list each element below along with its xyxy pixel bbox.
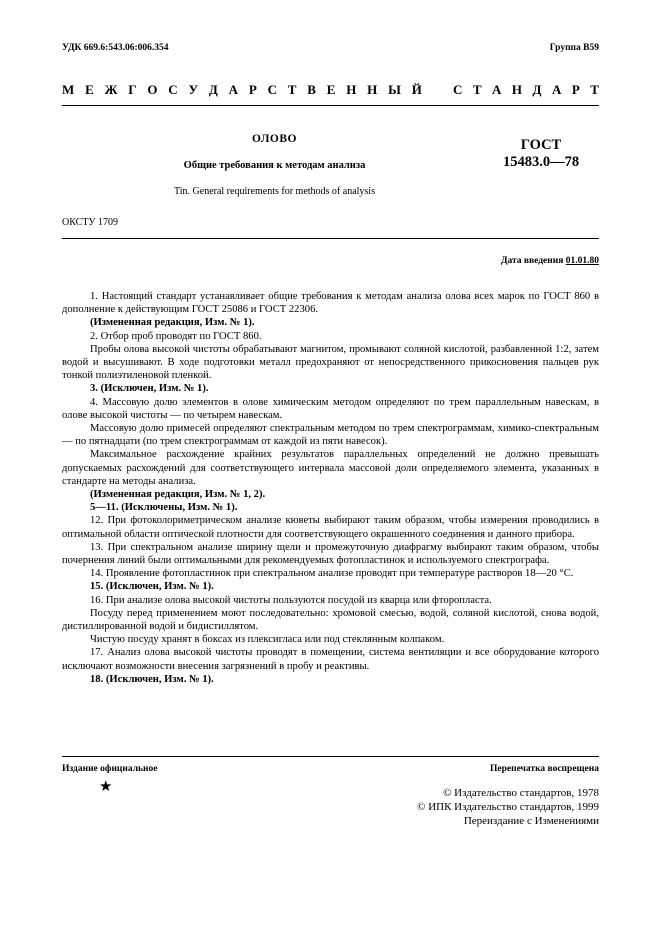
english-title: Tin. General requirements for methods of analysis [174, 186, 375, 197]
banner-letter: Т [287, 82, 297, 97]
banner-letter: А [551, 82, 562, 97]
banner-letter: Н [346, 82, 357, 97]
banner-letter: Й [411, 82, 422, 97]
gost-label-line1: ГОСТ [520, 137, 562, 153]
paragraph: 2. Отбор проб проводят по ГОСТ 860. [90, 330, 262, 342]
banner-letter: Н [511, 82, 523, 97]
banner-letter: С [453, 82, 463, 97]
amendment-note: 3. (Исключен, Изм. № 1). [90, 383, 209, 395]
paragraph: 14. Проявление фотопластинок при спектральном анализе проводят при температуре растворов 18—20 °С. [90, 568, 574, 580]
document-title: ОЛОВО [251, 133, 297, 145]
document-subtitle: Общие требования к методам анализа [183, 160, 366, 171]
banner-letter: О [147, 82, 158, 97]
banner-letter: Н [367, 82, 378, 97]
banner-letter: Ж [104, 82, 118, 97]
copyright-line: © ИПК Издательство стандартов, 1999 [417, 801, 599, 813]
amendment-note: (Измененная редакция, Изм. № 1). [90, 317, 255, 329]
banner-letter: У [188, 82, 199, 97]
banner-letter: Р [248, 82, 257, 97]
gost-number [482, 137, 600, 171]
banner-letter: Т [590, 82, 599, 97]
amendment-note: 5—11. (Исключены, Изм. № 1). [90, 502, 238, 514]
document-body [62, 290, 599, 686]
standard-type-banner [62, 82, 599, 98]
banner-letter: Д [208, 82, 218, 97]
paragraph: 13. При спектральном анализе ширину щели и промежуточную диафрагму выбирают таким образом, чтобы почернения линий были оптимальными для рекомендуемых фотопластинок и используемого спектрографа. [62, 541, 599, 567]
udc-code: УДК 669.6:543.06:006.354 [62, 43, 169, 53]
amendment-note: 18. (Исключен, Изм. № 1). [90, 673, 214, 685]
top-rule [62, 105, 599, 106]
okstu-code: ОКСТУ 1709 [62, 217, 119, 228]
copyright-line: Переиздание с Изменениями [463, 815, 599, 827]
intro-date-value: 01.01.80 [565, 256, 599, 266]
paragraph: 4. Массовую долю элементов в олове химическим методом определяют по трем параллельным навескам, в олове высокой чистоты — по четырем навескам. [62, 396, 599, 421]
banner-letter: В [307, 82, 316, 97]
amendment-note: (Измененная редакция, Изм. № 1, 2). [90, 489, 266, 501]
paragraph: Пробы олова высокой чистоты обрабатывают магнитом, промывают соляной кислотой, разбавленной 1:2, затем водой и высушивают. В ходе подготовки металл предохраняют от непосредственного прикосновения пальцев рук тонкой полиэтиленовой пленкой. [62, 343, 599, 382]
copyright-line: © Издательство стандартов, 1978 [443, 787, 599, 799]
banner-letter: Д [532, 82, 542, 97]
paragraph: Посуду перед применением моют последовательно: хромовой смесью, водой, соляной кислотой, снова водой, дистиллированной водой и бидистиллятом. [62, 607, 599, 633]
official-edition-note: Издание официальное [62, 764, 158, 774]
banner-word-interstate [62, 82, 422, 98]
paragraph: 12. При фотоколориметрическом анализе кюветы выбирают таким образом, чтобы измерения проводились в оптимальной области оптической плотности для соответствующего окрашенного соединения и данного прибора. [62, 515, 599, 540]
gost-label-line2: 15483.0—78 [502, 154, 580, 170]
banner-word-standard [453, 82, 599, 98]
copyright-block [417, 786, 599, 828]
footer-rule [62, 756, 599, 757]
banner-letter: М [62, 82, 75, 97]
banner-letter: С [168, 82, 178, 97]
paragraph: Массовую долю примесей определяют спектральным методом по трем спектрограммам, химико-спектральным — по пятнадцати (по трем спектрограммам от каждой из пяти навесок). [62, 423, 599, 448]
intro-date-label: Дата введения [500, 256, 564, 266]
banner-letter: Е [326, 82, 336, 97]
paragraph: Чистую посуду хранят в боксах из плексигласа или под стеклянным колпаком. [90, 634, 445, 646]
paragraph: 1. Настоящий стандарт устанавливает общие требования к методам анализа олова всех марок по ГОСТ 860 в дополнение к действующим ГОСТ 25086 и ГОСТ 22306. [62, 291, 599, 316]
banner-letter: Т [472, 82, 482, 97]
intro-date [501, 256, 599, 266]
banner-letter: С [267, 82, 277, 97]
group-code: Группа В59 [549, 43, 599, 53]
reprint-prohibited-note: Перепечатка воспрещена [489, 764, 599, 774]
banner-letter: А [492, 82, 502, 97]
paragraph: Максимальное расхождение крайних результатов параллельных определений не должно превышать допускаемых расхождений для соответствующего интервала массовой доли определяемого элемента, указанных в стандарте на методы анализа. [62, 449, 599, 487]
banner-letter: Р [571, 82, 580, 97]
banner-letter: Ы [388, 82, 401, 97]
banner-letter: Е [85, 82, 94, 97]
paragraph: 16. При анализе олова высокой чистоты пользуются посудой из кварца или фторопласта. [90, 594, 492, 606]
banner-letter: А [228, 82, 238, 97]
star-icon: ★ [99, 779, 113, 795]
amendment-note: 15. (Исключен, Изм. № 1). [90, 581, 214, 593]
paragraph: 17. Анализ олова высокой чистоты проводят в помещении, система вентиляции и все оборудование которого исключают возможности внесения загрязнений в пробу и реактивы. [62, 647, 599, 672]
banner-letter: Г [128, 82, 137, 97]
okstu-rule [62, 238, 599, 239]
